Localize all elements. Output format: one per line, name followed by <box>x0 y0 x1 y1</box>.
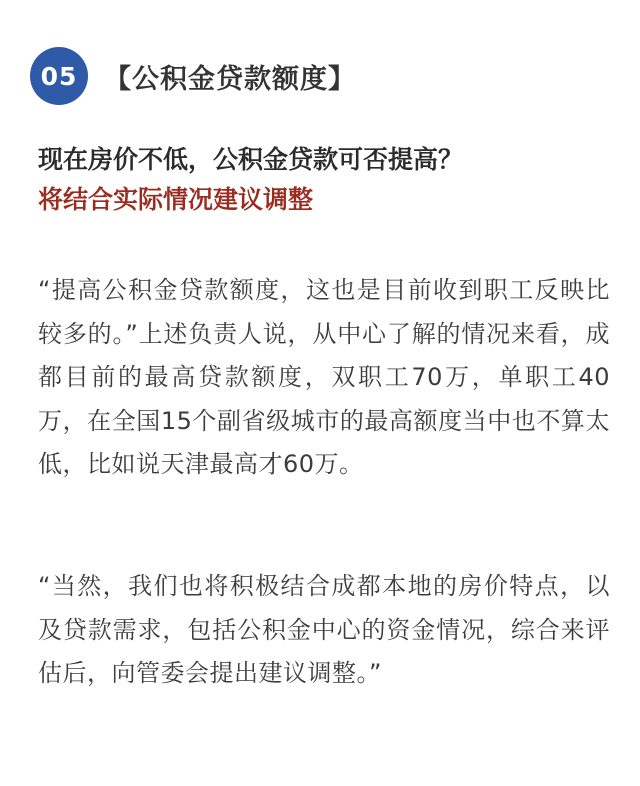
body-paragraph-1: “提高公积金贷款额度，这也是目前收到职工反映比较多的。”上述负责人说，从中心了解的情况来看，成都目前的最高贷款额度，双职工70万，单职工40万，在全国15个副省级城市的最高额度当中也不算太低，比如说天津最高才60万。 <box>38 276 610 478</box>
question-block <box>38 140 608 220</box>
question-text: 现在房价不低，公积金贷款可否提高？ <box>38 145 464 174</box>
section-header <box>30 47 356 105</box>
body-paragraph-2: “当然，我们也将积极结合成都本地的房价特点，以及贷款需求，包括公积金中心的资金情况，综合来评估后，向管委会提出建议调整。” <box>38 572 610 687</box>
section-number: 05 <box>40 61 78 91</box>
section-number-badge <box>30 47 88 105</box>
section-title: 【公积金贷款额度】 <box>104 63 356 95</box>
answer-headline: 将结合实际情况建议调整 <box>38 185 314 214</box>
